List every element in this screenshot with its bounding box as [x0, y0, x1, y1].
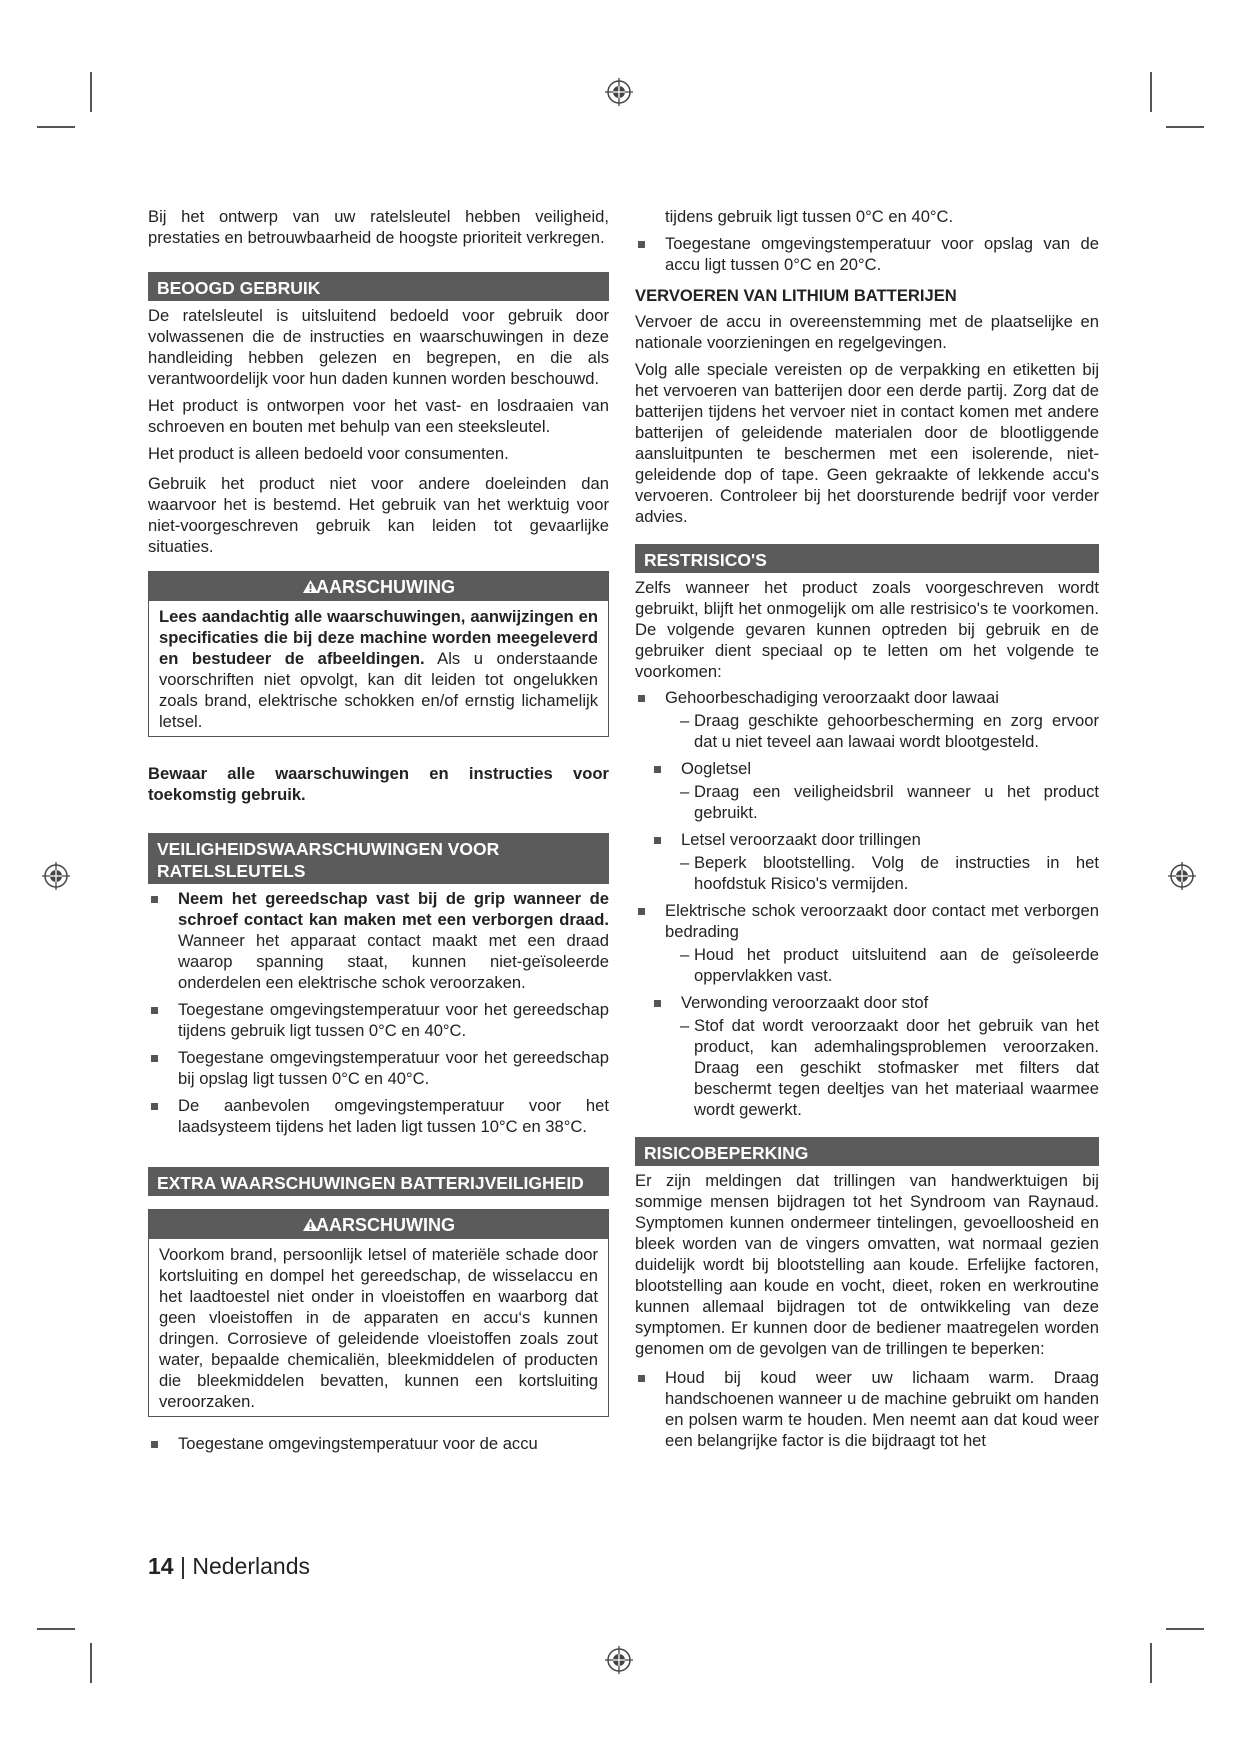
list-item: Verwonding veroorzaakt door stof	[635, 992, 1099, 1013]
list-item: Letsel veroorzaakt door trillingen	[635, 829, 1099, 850]
warning-bold-text: Lees aandachtig alle waarschuwingen, aanwijzingen en specificaties die bij deze machine worden meegeleverd en bestudeer de afbeeldingen.	[159, 607, 598, 668]
bewaar-paragraph: Bewaar alle waarschuwingen en instructies voor toekomstig gebruik.	[148, 764, 609, 804]
paragraph: Volg alle speciale vereisten op de verpakking en etiketten bij het vervoeren van batterijen door een derde partij. Zorg dat de batterijen tijdens het vervoer niet in contact komen met andere batterijen of geleidende materialen door de blootliggende aansluitpunten te beschermen met een isolerende, niet-geleidende dop of tape. Geen gekraakte of lekkende accu's vervoeren. Controleer bij het doorsturende bedrijf voor verder advies.	[635, 360, 1099, 526]
risk-list	[635, 829, 1099, 850]
crop-mark	[37, 126, 75, 128]
safety-list	[148, 888, 609, 1137]
dash-item: – Stof dat wordt veroorzaakt door het gebruik van het product, kan ademhalingsproblemen veroorzaken. Draag een geschikt stofmasker met filters dat beschermt tegen deeltjes van het materiaal waarmee wordt gewerkt.	[635, 1015, 1099, 1120]
list-item: Toegestane omgevingstemperatuur voor het gereedschap bij opslag ligt tussen 0°C en 40°C.	[148, 1047, 609, 1089]
right-column	[635, 206, 1099, 1457]
warning-box	[148, 571, 609, 737]
list-item: Toegestane omgevingstemperatuur voor het gereedschap tijdens gebruik ligt tussen 0°C en 40°C.	[148, 999, 609, 1041]
warning-text	[159, 606, 598, 732]
warning-body	[149, 601, 608, 736]
warning-text: Voorkom brand, persoonlijk letsel of materiële schade door kortsluiting en dompel het gereedschap, de wisselaccu en het laadtoestel niet onder in vloeistoffen en waarborg dat geen vloeistoffen in de apparaten en accu‘s kunnen dringen. Corrosieve of geleidende vloeistoffen zoals zout water, bepaalde chemicaliën, bleekmiddelen of producten die bleekmiddelen bevatten, kunnen een kortsluiting veroorzaken.	[159, 1245, 598, 1411]
footer-language: Nederlands	[192, 1553, 310, 1579]
risk-list	[635, 687, 1099, 708]
crop-mark	[1166, 1628, 1204, 1630]
warning-box	[148, 1209, 609, 1417]
warning-title: AARSCHUWING	[316, 1215, 455, 1235]
list-item: Toegestane omgevingstemperatuur voor opslag van de accu ligt tussen 0°C en 20°C.	[635, 233, 1099, 275]
section-header-risicobeperking: RISICOBEPERKING	[635, 1137, 1099, 1166]
footer-separator: |	[173, 1553, 193, 1579]
warning-header	[149, 572, 608, 601]
list-item: Oogletsel	[635, 758, 1099, 779]
risk-list	[635, 992, 1099, 1013]
list-item: Toegestane omgevingstemperatuur voor de accu	[148, 1433, 609, 1454]
section-header-veiligheid: VEILIGHEIDSWAARSCHUWINGEN VOOR RATELSLEUTELS	[148, 833, 609, 884]
continued-text: tijdens gebruik ligt tussen 0°C en 40°C.	[665, 207, 954, 226]
crop-mark	[1150, 1643, 1152, 1683]
warning-title: AARSCHUWING	[316, 577, 455, 597]
dash-item: – Draag een veiligheidsbril wanneer u het product gebruikt.	[635, 781, 1099, 823]
warning-header	[149, 1210, 608, 1239]
mitigation-list	[635, 1367, 1099, 1451]
left-column	[148, 206, 609, 1460]
paragraph: Zelfs wanneer het product zoals voorgeschreven wordt gebruikt, blijft het onmogelijk om alle restrisico's te voorkomen. De volgende gevaren kunnen optreden bij gebruik en de gebruiker dient speciaal op te letten om het volgende te voorkomen:	[635, 578, 1099, 681]
dash-item: – Beperk blootstelling. Volg de instructies in het hoofdstuk Risico's vermijden.	[635, 852, 1099, 894]
list-item-text: Wanneer het apparaat contact maakt met een draad waarop spanning staat, kunnen niet-geïsoleerde onderdelen een elektrische schok veroorzaken.	[178, 931, 609, 992]
section-header-restrisicos: RESTRISICO'S	[635, 544, 1099, 573]
crop-mark	[90, 1643, 92, 1683]
warning-rest-text: Als u onderstaande voorschriften niet opvolgt, kan dit leiden tot ongelukken zoals brand, elektrische schokken en/of ernstig lichamelijk letsel.	[159, 649, 598, 731]
battery-list	[148, 1433, 609, 1454]
list-item: Elektrische schok veroorzaakt door contact met verborgen bedrading	[635, 900, 1099, 942]
list-item	[148, 888, 609, 993]
section-header-beoogd-gebruik: BEOOGD GEBRUIK	[148, 272, 609, 301]
list-item: De aanbevolen omgevingstemperatuur voor het laadsysteem tijdens het laden ligt tussen 10°C en 38°C.	[148, 1095, 609, 1137]
list-item: Gehoorbeschadiging veroorzaakt door lawaai	[635, 687, 1099, 708]
page-footer	[148, 1553, 310, 1580]
paragraph: Gebruik het product niet voor andere doeleinden dan waarvoor het is bestemd. Het gebruik van het werktuig voor niet-voorgeschreven gebruik kan leiden tot gevaarlijke situaties.	[148, 474, 609, 556]
list-item: Houd bij koud weer uw lichaam warm. Draag handschoenen wanneer u de machine gebruikt om handen en polsen warm te houden. Men neemt aan dat koud weer een belangrijke factor is die bijdraagt tot het	[635, 1367, 1099, 1451]
warning-body	[149, 1239, 608, 1416]
crop-mark	[1150, 72, 1152, 112]
registration-mark-icon	[604, 1645, 634, 1675]
dash-item: – Draag geschikte gehoorbescherming en zorg ervoor dat u niet teveel aan lawaai wordt blootgesteld.	[635, 710, 1099, 752]
list-item-bold: Neem het gereedschap vast bij de grip wanneer de schroef contact kan maken met een verborgen draad.	[178, 889, 609, 929]
paragraph: Er zijn meldingen dat trillingen van handwerktuigen bij sommige mensen bijdragen tot het Syndroom van Raynaud. Symptomen kunnen ondermeer tintelingen, gevoelloosheid en bleek worden van de vingers omvatten, wat normaal gezien duidelijk wordt bij blootstelling aan koude. Erfelijke factoren, blootstelling aan koude en vocht, dieet, roken en werkroutine kunnen allemaal bijdragen tot de ontwikkeling van deze symptomen. Er kunnen door de bediener maatregelen worden genomen om de gevolgen van de trillingen te beperken:	[635, 1171, 1099, 1358]
page-number: 14	[148, 1553, 174, 1579]
risk-list	[635, 758, 1099, 779]
registration-mark-icon	[604, 77, 634, 107]
storage-list	[635, 233, 1099, 275]
registration-mark-icon	[41, 861, 71, 891]
dash-item: – Houd het product uitsluitend aan de geïsoleerde oppervlakken vast.	[635, 944, 1099, 986]
subheading-vervoeren: VERVOEREN VAN LITHIUM BATTERIJEN	[635, 286, 957, 305]
section-header-extra-waarschuwingen: EXTRA WAARSCHUWINGEN BATTERIJVEILIGHEID	[148, 1167, 609, 1196]
intro-paragraph: Bij het ontwerp van uw ratelsleutel hebben veiligheid, prestaties en betrouwbaarheid de hoogste prioriteit verkregen.	[148, 207, 609, 247]
crop-mark	[1166, 126, 1204, 128]
paragraph: Vervoer de accu in overeenstemming met de plaatselijke en nationale voorzieningen en regelgevingen.	[635, 312, 1099, 352]
registration-mark-icon	[1167, 861, 1197, 891]
paragraph: Het product is ontworpen voor het vast- en losdraaien van schroeven en bouten met behulp van een steeksleutel.	[148, 396, 609, 436]
risk-list	[635, 900, 1099, 942]
crop-mark	[37, 1628, 75, 1630]
paragraph: De ratelsleutel is uitsluitend bedoeld voor gebruik door volwassenen die de instructies en waarschuwingen in deze handleiding hebben gelezen en begrepen, en die als verantwoordelijk voor hun daden kunnen worden beschouwd.	[148, 306, 609, 388]
crop-mark	[90, 72, 92, 112]
paragraph: Het product is alleen bedoeld voor consumenten.	[148, 444, 509, 463]
